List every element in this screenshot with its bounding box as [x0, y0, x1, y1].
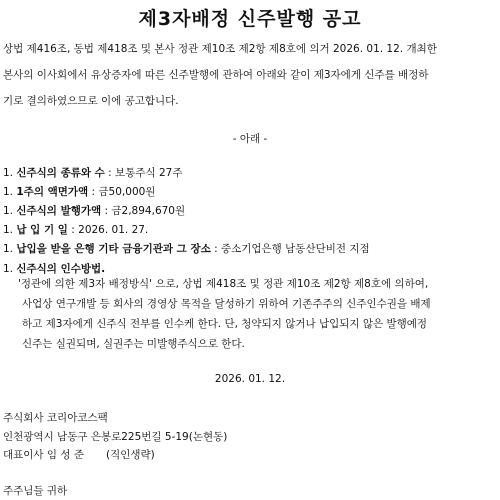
- method-line-2: 사업상 연구개발 등 회사의 경영상 목적을 달성하기 위하여 기존주주의 신주인수권을 배제: [22, 298, 431, 310]
- item-par-value: [3, 185, 155, 199]
- item-label: 1주의 액면가액: [16, 186, 89, 198]
- item-number: 1.: [3, 224, 14, 236]
- item-label: 납입을 받을 은행 기타 금융기관과 그 장소: [16, 243, 211, 255]
- closing-line: 주주님들 귀하: [3, 485, 68, 497]
- company-address: 인천광역시 남동구 은봉로225번길 5-19(논현동): [3, 431, 228, 443]
- item-value: : 보통주식 27주: [104, 167, 183, 179]
- item-label: 납 입 기 일: [16, 224, 68, 236]
- intro-line-3: 기로 결의하였으므로 이에 공고합니다.: [3, 95, 179, 107]
- item-label: 신주식의 종류와 수: [16, 167, 105, 179]
- ceo-name: 대표이사 임 성 준: [3, 449, 85, 461]
- item-value: : 2026. 01. 27.: [67, 224, 149, 236]
- section-divider: - 아래 -: [232, 133, 268, 145]
- method-line-4: 신주는 실권되며, 실권주는 미발행주식으로 한다.: [22, 338, 245, 350]
- item-number: 1.: [3, 186, 14, 198]
- item-number: 1.: [3, 167, 14, 179]
- intro-line-1: 상법 제416조, 동법 제418조 및 본사 정관 제10조 제2항 제8호에 의거 2026. 01. 12. 개최한: [3, 43, 437, 55]
- item-value: : 금50,000원: [88, 186, 156, 198]
- item-label: 신주식의 인수방법.: [16, 263, 106, 275]
- company-name: 주식회사 코리아코스팩: [3, 412, 108, 424]
- item-value: : 중소기업은행 남동산단비전 지점: [210, 243, 370, 255]
- item-issue-price: [3, 204, 185, 218]
- item-payment-bank: [3, 242, 370, 256]
- item-share-type: [3, 166, 182, 180]
- seal-note: (직인생략): [106, 449, 155, 461]
- item-number: 1.: [3, 205, 14, 217]
- ceo-line: [3, 448, 155, 462]
- notice-title: 제3자배정 신주발행 공고: [138, 8, 362, 30]
- item-number: 1.: [3, 243, 14, 255]
- item-number: 1.: [3, 263, 14, 275]
- item-value: : 금2,894,670원: [101, 205, 186, 217]
- notice-date: 2026. 01. 12.: [214, 373, 286, 385]
- intro-line-2: 본사의 이사회에서 유상증자에 따른 신주발행에 관하여 아래와 같이 제3자에게 신주를 배정하: [3, 69, 429, 81]
- item-payment-date: [3, 223, 148, 237]
- item-label: 신주식의 발행가액: [16, 205, 102, 217]
- method-line-3: 하고 제3자에게 신주식 전부를 인수케 한다. 단, 청약되지 않거나 납입되지 않은 발행예정: [22, 318, 428, 330]
- method-line-1: '정관에 의한 제3자 배정방식' 으로, 상법 제418조 및 정관 제10조 제2항 제8호에 의하여,: [18, 278, 429, 290]
- item-subscription-method: [3, 262, 105, 276]
